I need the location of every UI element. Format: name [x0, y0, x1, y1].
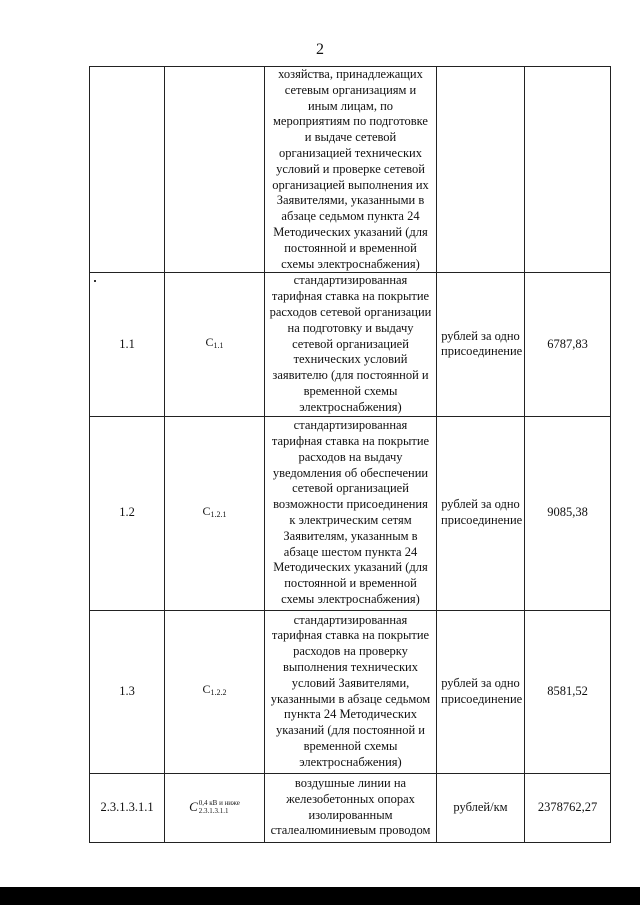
row-description: хозяйства, принадлежащих сетевым организациям и иным лицам, по мероприятиям по подготовке и выдаче сетевой организацией технических условий и проверке сетевой организацией выполнения их Заявителями, указанными в абзаце седьмом пункта 24 Методических указаний (для постоянной и временной схемы электроснабжения): [265, 67, 437, 273]
tariff-symbol: $C_{1.2.1}$: [202, 503, 227, 519]
row-code: [90, 67, 165, 273]
row-symbol: [165, 273, 265, 416]
table-row: [90, 610, 611, 773]
row-description: стандартизированная тарифная ставка на покрытие расходов сетевой организации на подготовку и выдачу сетевой организацией технических условий заявителю (для постоянной и временной схемы электроснабжения): [265, 273, 437, 416]
row-symbol: [165, 416, 265, 610]
table-row: [90, 67, 611, 273]
row-code: 1.2: [90, 416, 165, 610]
table-row: [90, 416, 611, 610]
tariff-table: [89, 66, 611, 843]
row-unit: рублей за одно присоединение: [437, 416, 525, 610]
row-code: 1.1: [90, 273, 165, 416]
row-unit: [437, 67, 525, 273]
row-unit: рублей за одно присоединение: [437, 273, 525, 416]
tariff-formula: C 0,4 кВ и ниже 2.3.1.3.1.1: [189, 799, 240, 816]
table-row: [90, 273, 611, 416]
scan-speck: [94, 280, 96, 282]
row-description: стандартизированная тарифная ставка на покрытие расходов на выдачу уведомления об обеспечении сетевой организацией возможности присоединения к электрическим сетям Заявителям, указанным в абзаце шестом пункта 24 Методических указаний (для постоянной и временной схемы электроснабжения): [265, 416, 437, 610]
row-unit: рублей за одно присоединение: [437, 610, 525, 773]
row-code: 1.3: [90, 610, 165, 773]
page-number: 2: [316, 41, 324, 58]
row-symbol: [165, 610, 265, 773]
row-value: 2378762,27: [525, 773, 611, 842]
row-symbol: [165, 773, 265, 842]
row-symbol: [165, 67, 265, 273]
tariff-symbol: $C_{1.1}$: [205, 335, 224, 351]
row-description: воздушные линии на железобетонных опорах изолированным сталеалюминиевым проводом: [265, 773, 437, 842]
table-row: [90, 773, 611, 842]
row-value: 8581,52: [525, 610, 611, 773]
row-value: 6787,83: [525, 273, 611, 416]
row-description: стандартизированная тарифная ставка на покрытие расходов на проверку выполнения технических условий Заявителями, указанными в абзаце седьмом пункта 24 Методических указаний (для постоянной и временной схемы электроснабжения): [265, 610, 437, 773]
scan-bottom-edge: [0, 887, 640, 905]
tariff-symbol: $C_{1.2.2}$: [202, 682, 227, 698]
row-code: 2.3.1.3.1.1: [90, 773, 165, 842]
row-value: 9085,38: [525, 416, 611, 610]
row-unit: рублей/км: [437, 773, 525, 842]
row-value: [525, 67, 611, 273]
